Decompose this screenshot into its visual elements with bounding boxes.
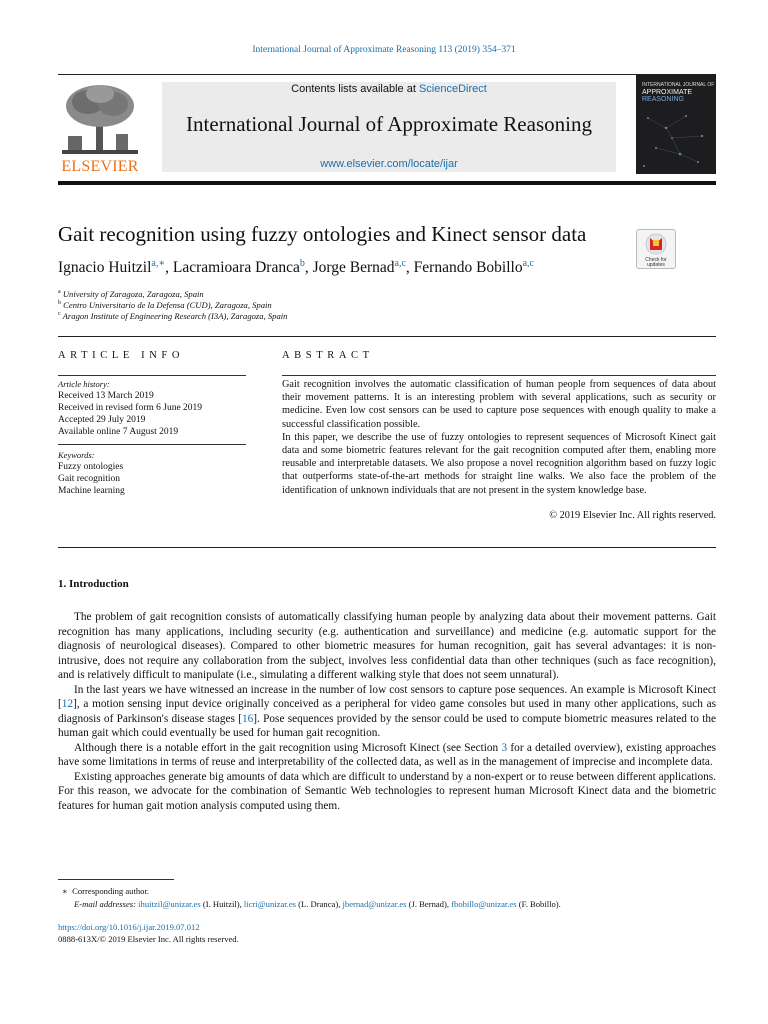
author-affil-mark[interactable]: a,c <box>522 258 534 269</box>
crossmark-label: Check for updates <box>645 257 667 268</box>
history-item: Available online 7 August 2019 <box>58 427 179 437</box>
history-item: Received 13 March 2019 <box>58 391 154 401</box>
intro-paragraph: Existing approaches generate big amounts of data which are difficult to understand by a non-expert or to reuse between different applications. For this reason, we advocate for the combination of Semantic Web technologies to represent human Microsoft Kinect data and the biometric features for human gait motion analysis computed using them. <box>58 770 716 812</box>
author-affil-mark[interactable]: b <box>299 258 305 269</box>
affiliation <box>58 289 204 299</box>
affiliation-mark: b <box>58 300 61 307</box>
keyword: Machine learning <box>58 486 125 496</box>
email-owner: (F. Bobillo). <box>516 899 561 909</box>
email-owner: (I. Huitzil), <box>200 899 244 909</box>
email-link[interactable]: ihuitzil@unizar.es <box>138 899 201 909</box>
footnote-text: Corresponding author. <box>72 886 149 896</box>
intro-paragraph <box>58 683 716 741</box>
text-span: for a detailed overview), existing approaches have some limitations in terms of reuse and interpretability of the collected data, as well as in the management of imprecise and incomplete data. <box>58 741 716 768</box>
section-rule <box>58 547 716 548</box>
journal-cover-image <box>636 74 716 174</box>
citation-link[interactable]: 16 <box>241 712 254 725</box>
contents-line <box>162 83 616 95</box>
author-name: Fernando Bobillo <box>413 259 523 277</box>
affiliation <box>58 311 287 321</box>
email-owner: (J. Bernad), <box>406 899 452 909</box>
footnote-rule <box>58 879 174 880</box>
text-span: In the last years we have witnessed an increase in the number of low cost sensors to capture pose sequences. An example is Microsoft Kinect [ <box>58 683 716 710</box>
elsevier-logo-text: ELSEVIER <box>61 158 139 175</box>
article-history <box>58 378 202 438</box>
cover-line-1: INTERNATIONAL JOURNAL OF <box>642 82 715 88</box>
abstract-paragraph: Gait recognition involves the automatic classification of human people from sequences of data about their movement patterns. It is an interesting problem with several applications, such as security or medicine. Even low cost sensors can be used to capture pose sequences with enough quality to make a successful classification possible. <box>282 379 716 430</box>
history-item: Accepted 29 July 2019 <box>58 415 146 425</box>
author-name: Ignacio Huitzil <box>58 259 152 277</box>
affiliation-text: Aragon Institute of Engineering Research (I3A), Zaragoza, Spain <box>62 311 288 321</box>
email-link[interactable]: fbobillo@unizar.es <box>451 899 517 909</box>
cover-line-3: REASONING <box>642 96 685 103</box>
keywords-block <box>58 449 125 497</box>
paper-title: Gait recognition using fuzzy ontologies and Kinect sensor data <box>58 222 587 246</box>
footnote-mark: ∗ <box>62 886 68 896</box>
header-bottom-rule <box>58 181 716 185</box>
keyword: Fuzzy ontologies <box>58 462 124 472</box>
text-span: ]. Pose sequences provided by the sensor could be used to compute biometric measures related to the human gait which could eventually be used for human gait recognition. <box>58 712 716 739</box>
intro-paragraph <box>58 741 716 770</box>
affiliation-text: Centro Universitario de la Defensa (CUD), Zaragoza, Spain <box>63 300 272 310</box>
keywords-label: Keywords: <box>58 450 95 460</box>
author-name: Jorge Bernad <box>312 259 395 277</box>
abstract-body <box>282 378 716 497</box>
abstract-paragraph: In this paper, we describe the use of fuzzy ontologies to represent sequences of Microsoft Kinect gait data and some biometric features relevant for the gait recognition computed after them, enabling more reusable and interpretable datasets. We also propose a novel recognition algorithm based on fuzzy logic that outperforms state-of-the-art methods for straight line walks. We also face the problem of the identification of unknown individuals that are not present in the system knowledge base. <box>282 431 716 496</box>
journal-title: International Journal of Approximate Reasoning <box>186 112 592 136</box>
section-link[interactable]: 3 <box>501 741 508 754</box>
check-for-updates-button[interactable] <box>636 229 676 269</box>
abstract-copyright: © 2019 Elsevier Inc. All rights reserved. <box>549 510 716 521</box>
sciencedirect-link[interactable]: ScienceDirect <box>418 83 487 95</box>
author-list: Ignacio Huitzil$^{a,∗}$, Lacramioara Dranca$^b$, Jorge Bernad$^{a,c}$, Fernando Bobillo$^{a,c}$ <box>58 258 534 277</box>
email-addresses <box>74 899 561 909</box>
doi-link[interactable]: https://doi.org/10.1016/j.ijar.2019.07.012 <box>58 922 200 932</box>
author-affil-mark[interactable]: a,∗ <box>151 258 166 269</box>
article-info-rule <box>58 375 246 376</box>
intro-paragraph: The problem of gait recognition consists of automatically classifying human people by analyzing data about their movement patterns. Gait recognition has many applications, including security (e.g. authentication and surveillance) and medicine (e.g. automatic support for the diagnosis of neurological diseases). Compared to other biometric measures for human recognition, gait has several advantages: it is non-intrusive, does not require any collaboration from the subject, involves less confidential data than other techniques (such as face recognition), and is relatively difficult to manipulate (i.e., simulating a different walking style that does not seem unnatural). <box>58 611 716 681</box>
issn-copyright: 0888-613X/© 2019 Elsevier Inc. All rights reserved. <box>58 934 239 944</box>
email-owner: (L. Dranca), <box>295 899 343 909</box>
author-affil-mark[interactable]: a,c <box>394 258 406 269</box>
article-info-heading: ARTICLE INFO <box>58 350 185 361</box>
section-rule <box>58 336 716 337</box>
abstract-heading: ABSTRACT <box>282 350 374 361</box>
keywords-rule <box>58 444 246 445</box>
history-label: Article history: <box>58 379 110 389</box>
journal-url-link[interactable]: www.elsevier.com/locate/ijar <box>320 158 458 170</box>
journal-citation-link[interactable]: International Journal of Approximate Reasoning 113 (2019) 354–371 <box>252 45 516 55</box>
affiliation-text: University of Zaragoza, Zaragoza, Spain <box>62 289 204 299</box>
affiliation <box>58 300 272 310</box>
author-name: Lacramioara Dranca <box>172 259 300 277</box>
text-span: ], a motion sensing input device originally conceived as a peripheral for video game consoles but used in many other applications, such as diagnosis of Parkinson's disease stages [ <box>58 698 716 725</box>
history-item: Received in revised form 6 June 2019 <box>58 403 203 413</box>
abstract-rule <box>282 375 716 376</box>
intro-body <box>58 610 716 813</box>
corresponding-author-note <box>62 886 149 897</box>
text-span: Although there is a notable effort in the gait recognition using Microsoft Kinect (see Section <box>74 741 502 754</box>
keyword: Gait recognition <box>58 474 120 484</box>
email-label: E-mail addresses: <box>74 899 139 909</box>
affiliation-mark: a <box>58 289 61 296</box>
header-top-rule <box>58 74 716 75</box>
citation-link[interactable]: 12 <box>61 698 74 710</box>
email-link[interactable]: jbernad@unizar.es <box>342 899 407 909</box>
intro-heading: 1. Introduction <box>58 578 129 590</box>
email-link[interactable]: licri@unizar.es <box>243 899 296 909</box>
contents-prefix: Contents lists available at <box>291 83 419 95</box>
cover-line-2: APPROXIMATE <box>642 89 693 96</box>
affiliation-mark: c <box>58 311 61 318</box>
